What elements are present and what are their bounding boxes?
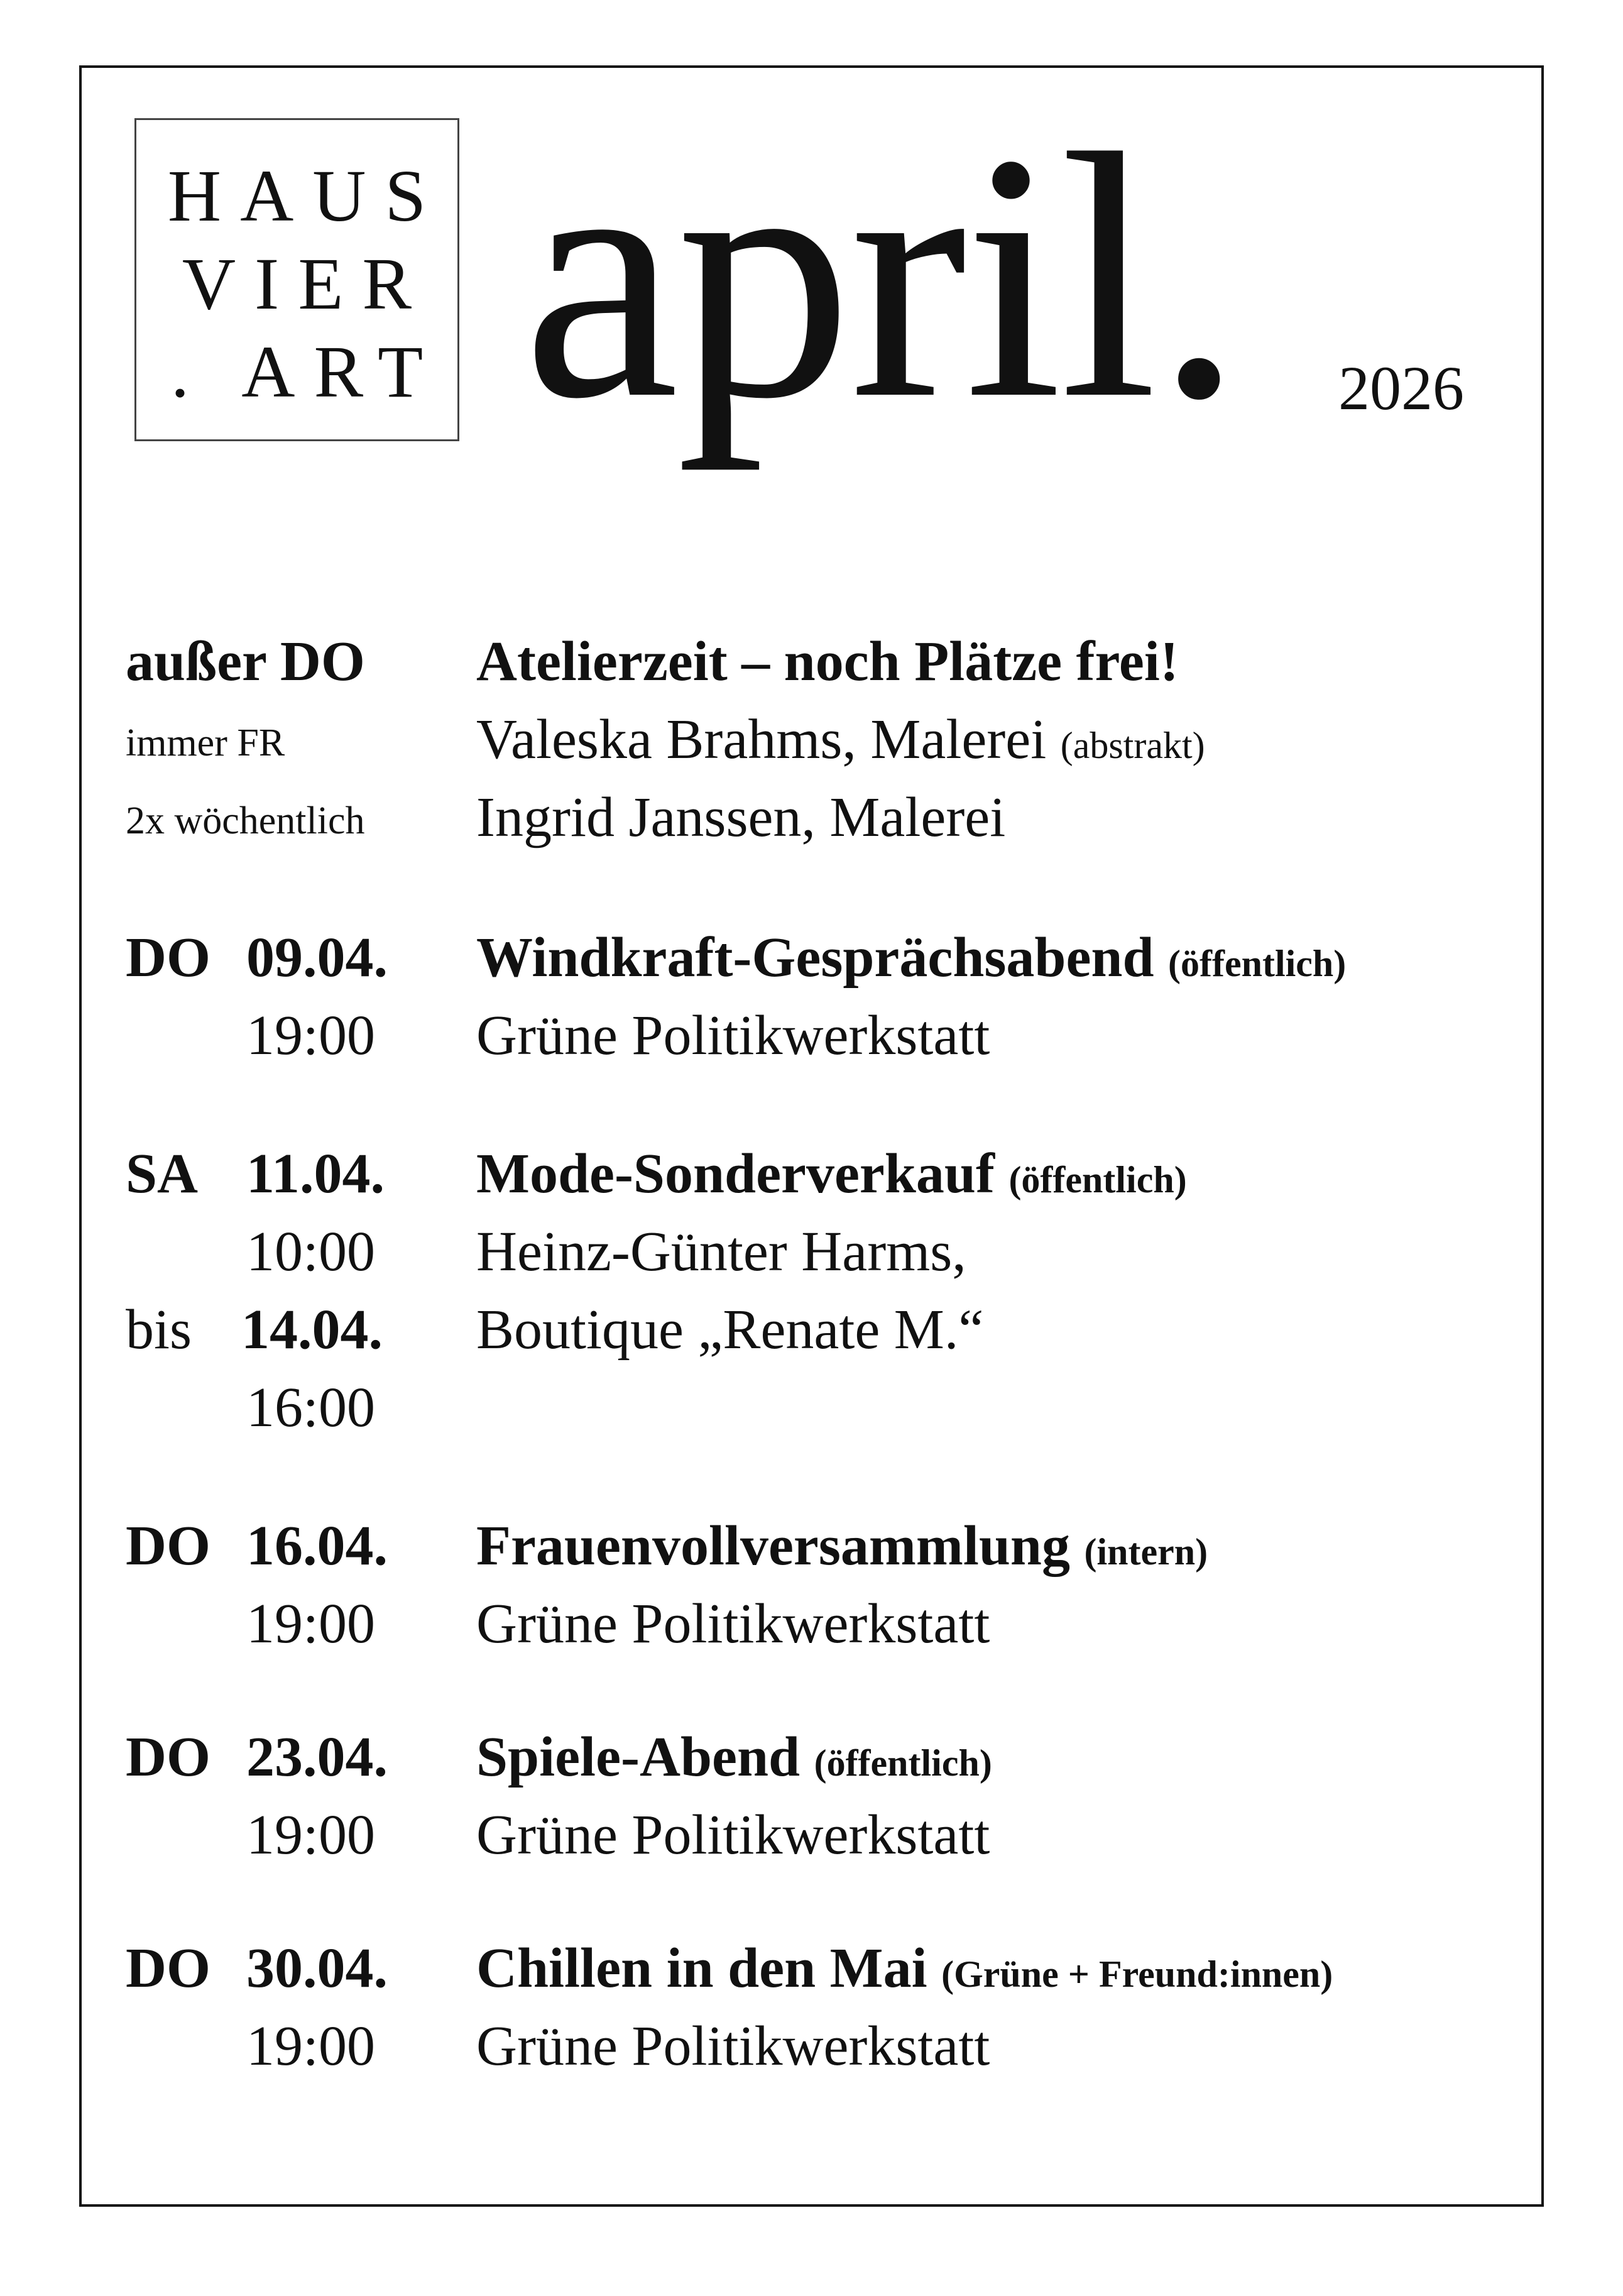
event-4-time: 19:00 <box>246 1804 376 1866</box>
event-4-title-line <box>476 1726 992 1794</box>
event-5-tag: (Grüne + Freund:innen) <box>941 1953 1333 1995</box>
atelier-when-2: 2x wöchentlich <box>126 799 365 842</box>
logo-line-2: VIER <box>182 243 431 325</box>
event-5-date: 30.04. <box>246 1937 388 1999</box>
event-1-place: Grüne Politikwerkstatt <box>476 1004 990 1067</box>
event-2-tag: (öffentlich) <box>1008 1159 1187 1200</box>
logo <box>134 118 459 441</box>
event-2-time: 10:00 <box>246 1221 376 1283</box>
event-2-day: SA <box>126 1143 199 1205</box>
event-4-day: DO <box>126 1726 210 1788</box>
event-2-until: bis <box>126 1299 192 1361</box>
logo-line-1: HAUS <box>167 155 445 237</box>
event-3-title-line <box>476 1515 1208 1583</box>
event-2-date: 11.04. <box>246 1143 385 1205</box>
event-1-tag: (öffentlich) <box>1168 943 1347 984</box>
event-3-title: Frauenvollversammlung <box>476 1515 1070 1577</box>
event-2-end-time: 16:00 <box>246 1376 376 1439</box>
month-title: april. <box>523 82 1241 471</box>
atelier-exception: außer DO <box>126 630 365 693</box>
event-1-date: 09.04. <box>246 926 388 989</box>
event-4-tag: (öffentlich) <box>814 1742 992 1784</box>
event-2-title: Mode-Sonderverkauf <box>476 1143 995 1205</box>
atelier-tag-1: (abstrakt) <box>1060 725 1205 766</box>
event-4-date: 23.04. <box>246 1726 388 1788</box>
event-5-title-line <box>476 1937 1333 2006</box>
logo-line-3: . ART <box>170 331 442 413</box>
atelier-who-1 <box>476 708 1205 777</box>
event-5-time: 19:00 <box>246 2015 376 2077</box>
atelier-who-2: Ingrid Janssen, Malerei <box>476 786 1006 849</box>
atelier-when-1: immer FR <box>126 722 285 764</box>
event-1-title: Windkraft-Gesprächsabend <box>476 926 1154 989</box>
event-3-tag: (intern) <box>1084 1531 1208 1573</box>
event-4-title: Spiele-Abend <box>476 1726 801 1788</box>
event-3-place: Grüne Politikwerkstatt <box>476 1593 990 1655</box>
event-1-title-line <box>476 926 1346 995</box>
event-1-time: 19:00 <box>246 1004 376 1067</box>
event-5-title: Chillen in den Mai <box>476 1937 927 1999</box>
event-2-title-line <box>476 1143 1187 1211</box>
event-5-place: Grüne Politikwerkstatt <box>476 2015 990 2077</box>
event-1-day: DO <box>126 926 210 989</box>
event-3-time: 19:00 <box>246 1593 376 1655</box>
atelier-title: Atelierzeit – noch Plätze frei! <box>476 630 1179 693</box>
event-2-place-2: Boutique „Renate M.“ <box>476 1299 984 1361</box>
event-2-end-date: 14.04. <box>241 1299 383 1361</box>
event-3-date: 16.04. <box>246 1515 388 1577</box>
atelier-who-1-text: Valeska Brahms, Malerei <box>476 708 1047 771</box>
event-5-day: DO <box>126 1937 210 1999</box>
year: 2026 <box>1338 353 1464 423</box>
event-2-place: Heinz-Günter Harms, <box>476 1221 966 1283</box>
event-4-place: Grüne Politikwerkstatt <box>476 1804 990 1866</box>
event-3-day: DO <box>126 1515 210 1577</box>
